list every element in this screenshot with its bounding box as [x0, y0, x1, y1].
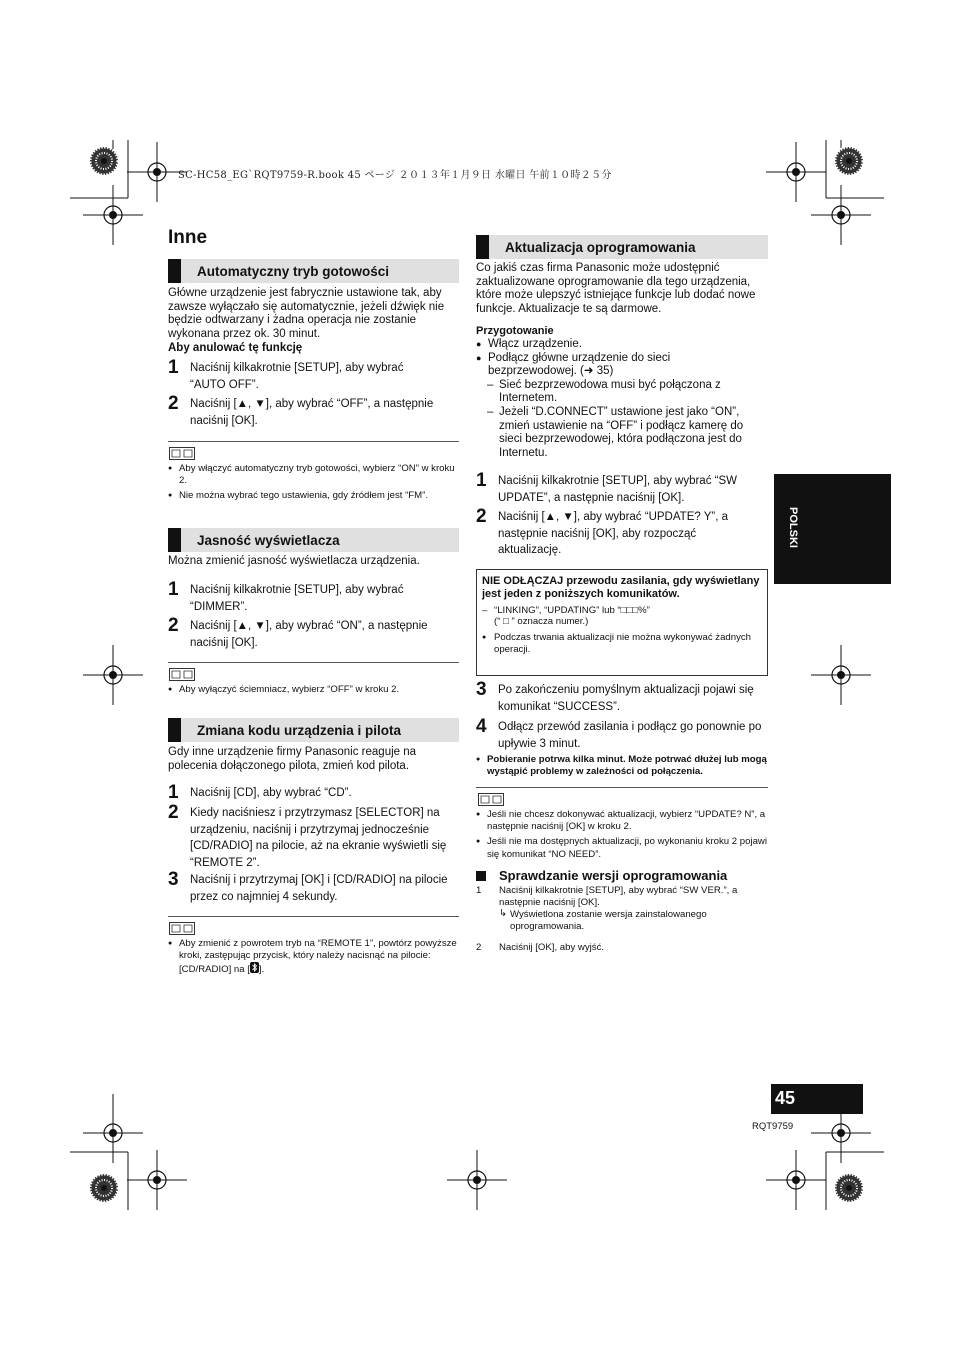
dimmer-step-2	[168, 617, 453, 651]
dimmer-notes	[168, 684, 459, 699]
divider	[168, 662, 459, 663]
heading-bar	[476, 235, 489, 259]
step-number: 2	[476, 942, 482, 953]
warning-line	[482, 616, 762, 628]
step-result	[499, 909, 766, 933]
version-heading	[476, 868, 727, 883]
page-number-box	[771, 1084, 863, 1114]
auto-standby-intro: Główne urządzenie jest fabrycznie ustawione tak, aby zawsze wyłączało się automatycznie, jeżeli dźwięk nie będzie odtwarzany i żadna operacja nie zostanie wykonana przez ok. 30 minut.	[168, 287, 445, 340]
prep-label: Przygotowanie	[476, 325, 554, 337]
note-text: Aby zmienić z powrotem tryb na “REMOTE 1”, powtórz powyższe kroki, zastępując przycisk, który należy nacisnąć na pilocie: [CD/RADIO] na [	[179, 938, 457, 976]
note-item: ● Jeśli nie ma dostępnych aktualizacji, po wykonaniu kroku 2 pojawi się komunikat “NO NEED”.	[476, 836, 768, 860]
update-step-2	[476, 508, 751, 559]
note-item: ● Aby włączyć automatyczny tryb gotowości, wybierz “ON” w kroku 2.	[168, 463, 459, 487]
heading-text: Aktualizacja oprogramowania	[505, 239, 696, 255]
step-text: Naciśnij [▲, ▼], aby wybrać “OFF”, a następnie naciśnij [OK].	[190, 398, 434, 427]
dimmer-intro: Można zmienić jasność wyświetlacza urządzenia.	[168, 555, 420, 567]
heading-text: Automatyczny tryb gotowości	[197, 263, 390, 279]
section-heading-update	[476, 235, 768, 259]
version-step-2	[476, 942, 766, 954]
note-item: ● Nie można wybrać tego ustawienia, gdy źródłem jest “FM”.	[168, 490, 459, 502]
divider	[168, 916, 459, 917]
step-number: 2	[168, 615, 179, 636]
note-item: ● Jeśli nie chcesz dokonywać aktualizacji, wybierz “UPDATE? N”, a następnie naciśnij [OK] w kroku 2.	[476, 809, 768, 833]
dimmer-step-1	[168, 581, 443, 615]
step-text: Kiedy naciśniesz i przytrzymasz [SELECTOR] na urządzeniu, naciśnij i przytrzymaj jednocześnie [CD/RADIO] na pilocie, aż na ekranie wyświetli się “REMOTE 2”.	[190, 807, 447, 869]
warning-text: “LINKING”, “UPDATING” lub “□□□%”	[494, 604, 650, 616]
prep-item: – Sieć bezprzewodowa musi być połączona z Internetem.	[476, 379, 758, 406]
version-steps	[476, 885, 766, 954]
step-number: 2	[476, 506, 487, 527]
remote-code-step-3	[168, 871, 458, 905]
step-text: Naciśnij [CD], aby wybrać “CD”.	[190, 787, 352, 799]
auto-standby-notes	[168, 463, 459, 506]
remote-code-step-2	[168, 804, 458, 871]
section-heading-auto-standby	[168, 259, 459, 283]
step-text: Naciśnij [▲, ▼], aby wybrać “UPDATE? Y”, a następnie naciśnij [OK], aby rozpocząć aktualizację.	[498, 511, 729, 556]
step-text: Naciśnij kilkakrotnie [SETUP], aby wybrać “SW UPDATE”, a następnie naciśnij [OK].	[498, 475, 738, 504]
heading-text: Zmiana kodu urządzenia i pilota	[197, 722, 402, 738]
step-number: 3	[476, 679, 487, 700]
step-number: 2	[168, 393, 179, 414]
heading-bar	[168, 718, 181, 742]
print-header: SC-HC58_EG`RQT9759-R.book 45 ページ ２０１３年１月９日 水曜日 午前１０時２５分	[178, 170, 612, 181]
step-text: Naciśnij i przytrzymaj [OK] i [CD/RADIO] na pilocie przez co najmniej 4 sekundy.	[190, 874, 448, 903]
page-number: 45	[775, 1088, 796, 1108]
step-text: Naciśnij kilkakrotnie [SETUP], aby wybrać “SW VER.”, a następnie naciśnij [OK].	[499, 885, 738, 908]
result-arrow-icon: ↳	[499, 908, 508, 919]
warning-details	[482, 605, 762, 655]
language-tab	[774, 474, 891, 584]
warning-text: (“ □ ” oznacza numer.)	[494, 616, 589, 628]
heading-bar	[168, 259, 181, 283]
step-number: 1	[168, 782, 179, 803]
step-number: 1	[476, 885, 482, 896]
warning-line: – “LINKING”, “UPDATING” lub “□□□%”	[482, 604, 650, 616]
step-text: Naciśnij [▲, ▼], aby wybrać “ON”, a następnie naciśnij [OK].	[190, 620, 428, 649]
update-step-4	[476, 718, 768, 752]
version-step-1	[476, 885, 766, 933]
page-title: Inne	[168, 227, 208, 248]
prep-item: ● Podłącz główne urządzenie do sieci bezprzewodowej. (➜ 35)	[476, 352, 758, 379]
heading-text: Sprawdzanie wersji oprogramowania	[499, 868, 728, 883]
update-step-1	[476, 472, 746, 506]
update-intro: Co jakiś czas firma Panasonic może udostępnić zaktualizowane oprogramowanie dla tego urządzenia, które może ulepszyć istniejące funkcje lub dodać nowe funkcje. Aktualizacje te są darmowe.	[476, 262, 756, 315]
warning-box	[476, 569, 768, 676]
divider	[168, 441, 459, 442]
warning-title: NIE ODŁĄCZAJ przewodu zasilania, gdy wyświetlany jest jeden z poniższych komunikatów.	[482, 575, 760, 601]
remote-code-step-1	[168, 784, 453, 802]
note-item: ● Aby wyłączyć ściemniacz, wybierz “OFF” w kroku 2.	[168, 684, 459, 696]
section-heading-remote-code	[168, 718, 459, 742]
remote-code-notes	[168, 938, 459, 980]
language-label: POLSKI	[787, 507, 799, 548]
divider	[476, 787, 768, 788]
step-text: Po zakończeniu pomyślnym aktualizacji pojawi się komunikat “SUCCESS”.	[498, 684, 754, 713]
step-number: 1	[168, 357, 179, 378]
update-bold-note	[476, 754, 768, 781]
note-item	[168, 938, 459, 977]
result-text: Wyświetlona zostanie wersja zainstalowanego oprogramowania.	[510, 909, 707, 932]
heading-text: Jasność wyświetlacza	[197, 532, 340, 548]
note-item: ● Pobieranie potrwa kilka minut. Może potrwać dłużej lub mogą wystąpić problemy w zależności od połączenia.	[476, 754, 768, 778]
note-text: ].	[258, 964, 265, 976]
note-book-icon	[169, 668, 195, 681]
note-book-icon	[478, 793, 504, 806]
step-number: 1	[168, 579, 179, 600]
auto-standby-step-2	[168, 395, 453, 429]
document-code: RQT9759	[752, 1121, 794, 1132]
step-number: 3	[168, 869, 179, 890]
prep-list	[476, 338, 758, 460]
update-notes	[476, 809, 768, 864]
note-book-icon	[169, 922, 195, 935]
step-text: Naciśnij kilkakrotnie [SETUP], aby wybrać “AUTO OFF”.	[190, 362, 404, 391]
step-number: 4	[476, 716, 487, 737]
step-text: Odłącz przewód zasilania i podłącz go ponownie po upływie 3 minut.	[498, 721, 762, 750]
update-step-3	[476, 681, 768, 715]
remote-code-intro: Gdy inne urządzenie firmy Panasonic reaguje na polecenia dołączonego pilota, zmień kod pilota.	[168, 746, 417, 772]
square-bullet	[476, 871, 486, 881]
step-number: 2	[168, 802, 179, 823]
bluetooth-icon	[250, 962, 259, 973]
cancel-label: Aby anulować tę funkcję	[168, 342, 303, 354]
warning-text: Podczas trwania aktualizacji nie można wykonywać żadnych operacji.	[494, 632, 752, 655]
step-text: Naciśnij kilkakrotnie [SETUP], aby wybrać “DIMMER”.	[190, 584, 404, 613]
step-text: Naciśnij [OK], aby wyjść.	[499, 942, 605, 953]
note-book-icon	[169, 447, 195, 460]
prep-item: ● Włącz urządzenie.	[476, 338, 758, 352]
heading-bar	[168, 528, 181, 552]
auto-standby-step-1	[168, 359, 443, 393]
prep-item: – Jeżeli “D.CONNECT” ustawione jest jako “ON”, zmień ustawienie na “OFF” i podłącz kamerę do sieci bezprzewodowej, która podłączona jest do Internetu.	[476, 406, 758, 460]
warning-line: ● Podczas trwania aktualizacji nie można wykonywać żadnych operacji.	[482, 632, 752, 655]
section-heading-dimmer	[168, 528, 459, 552]
step-number: 1	[476, 470, 487, 491]
